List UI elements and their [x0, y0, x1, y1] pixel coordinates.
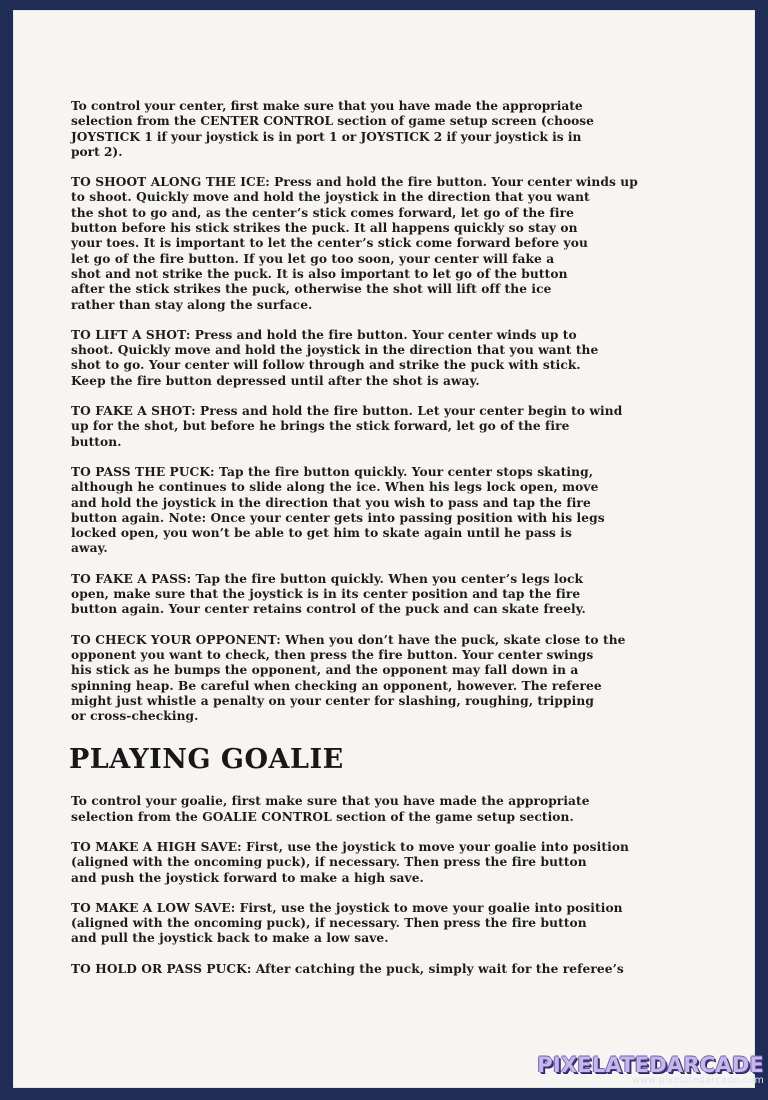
- manual-page: [13, 10, 755, 1088]
- fake-shot-paragraph: TO FAKE A SHOT: Press and hold the fire button. Let your center begin to wind up for the shot, but before he brings the stick forward, let go of the fire button.: [71, 404, 623, 449]
- page-content: [71, 99, 731, 992]
- watermark: [537, 1053, 764, 1086]
- hold-pass-puck-paragraph: TO HOLD OR PASS PUCK: After catching the puck, simply wait for the referee’s: [71, 961, 624, 976]
- fake-pass-paragraph: TO FAKE A PASS: Tap the fire button quickly. When you center’s legs lock open, make sure that the joystick is in its center position and tap the fire button again. Your center retains control of the puck and can skate freely.: [71, 571, 586, 617]
- watermark-url: www.pixelatedarcade.com: [631, 1075, 764, 1086]
- goalie-control-intro: To control your goalie, first make sure that you have made the appropriate selection from the GOALIE CONTROL section of the game setup section.: [71, 794, 590, 824]
- section-heading: PLAYING GOALIE: [69, 744, 344, 776]
- watermark-logo: PIXELATEDARCADE: [537, 1053, 764, 1077]
- high-save-paragraph: TO MAKE A HIGH SAVE: First, use the joystick to move your goalie into position (aligned with the oncoming puck), if necessary. Then press the fire button and push the joystick forward to make a high save.: [71, 839, 630, 885]
- center-control-intro: To control your center, first make sure that you have made the appropriate selection from the CENTER CONTROL section of game setup screen (choose JOYSTICK 1 if your joystick is in port 1 or JOYSTICK 2 if your joystick is in port 2).: [71, 99, 594, 159]
- shoot-along-ice-paragraph: TO SHOOT ALONG THE ICE: Press and hold the fire button. Your center winds up to shoot. Quickly move and hold the joystick in the direction that you want the shot to go and, as the center’s stick comes forward, let go of the fire button before his stick strikes the puck. It all happens quickly so stay on your toes. It is important to let the center’s stick come forward before you let go of the fire button. If you let go too soon, your center will fake a shot and not strike the puck. It is also important to let go of the button after the stick strikes the puck, otherwise the shot will lift off the ice rather than stay along the surface.: [71, 175, 638, 312]
- check-opponent-paragraph: TO CHECK YOUR OPPONENT: When you don’t have the puck, skate close to the opponent you want to check, then press the fire button. Your center swings his stick as he bumps the opponent, and the opponent may fall down in a spinning heap. Be careful when checking an opponent, however. The referee might just whistle a penalty on your center for slashing, roughing, tripping or cross-checking.: [71, 632, 626, 724]
- lift-shot-paragraph: TO LIFT A SHOT: Press and hold the fire button. Your center winds up to shoot. Quickly move and hold the joystick in the direction that you want the shot to go. Your center will follow through and strike the puck with stick. Keep the fire button depressed until after the shot is away.: [71, 327, 599, 388]
- pass-puck-paragraph: TO PASS THE PUCK: Tap the fire button quickly. Your center stops skating, although he continues to slide along the ice. When his legs lock open, move and hold the joystick in the direction that you wish to pass and tap the fire button again. Note: Once your center gets into passing position with his legs locked open, you won’t be able to get him to skate again until he pass is away.: [71, 464, 605, 556]
- low-save-paragraph: TO MAKE A LOW SAVE: First, use the joystick to move your goalie into position (aligned with the oncoming puck), if necessary. Then press the fire button and pull the joystick back to make a low save.: [71, 900, 623, 946]
